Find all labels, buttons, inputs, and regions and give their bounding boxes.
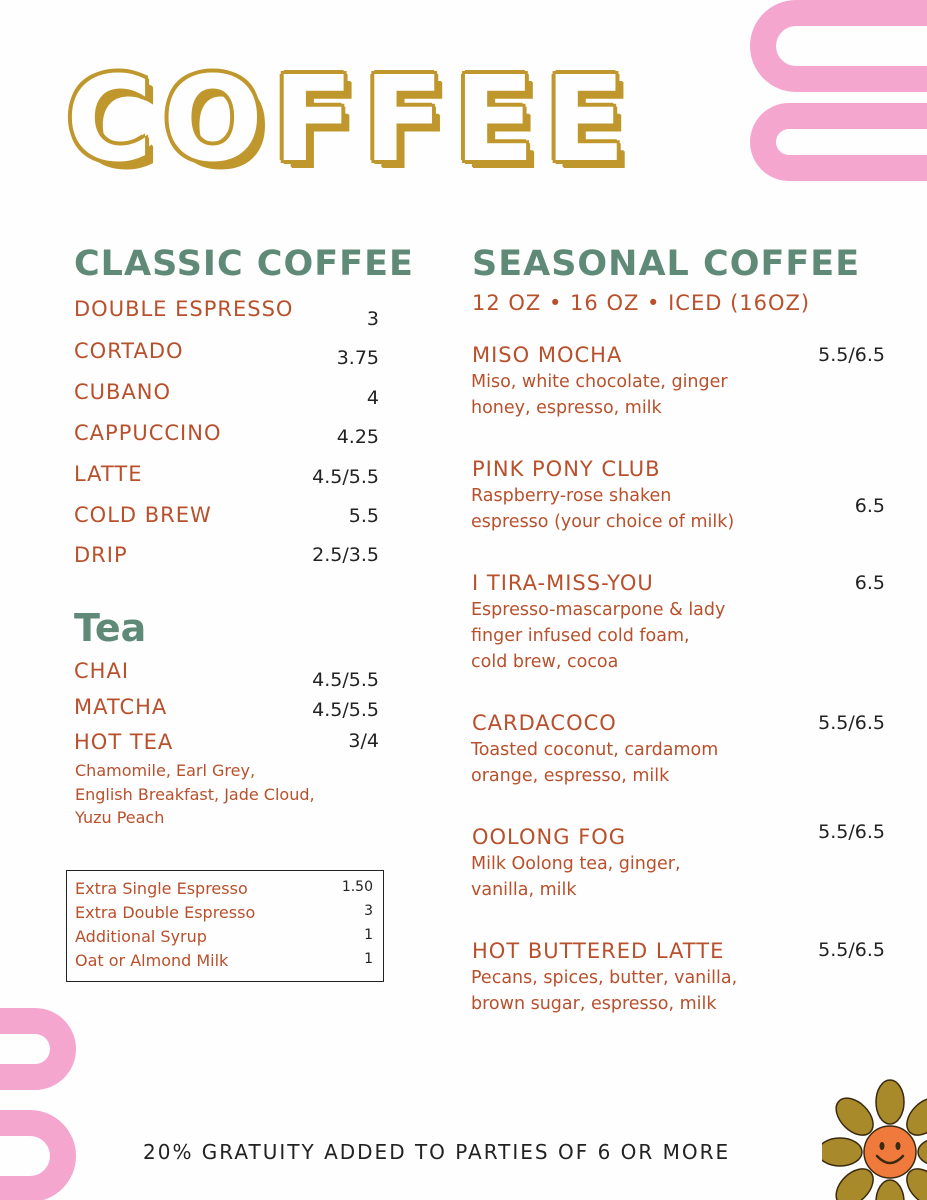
seasonal-item-price: 6.5 [854, 495, 885, 517]
desc-line: vanilla, milk [471, 880, 577, 900]
seasonal-item-name: HOT BUTTERED LATTE [472, 939, 725, 963]
seasonal-item-price: 6.5 [854, 572, 885, 594]
extras-box [66, 870, 384, 982]
seasonal-item-desc [471, 851, 681, 903]
seasonal-sizes: 12 OZ • 16 OZ • ICED (16OZ) [472, 291, 811, 315]
extra-price: 3 [364, 903, 373, 919]
classic-item-price: 5.5 [348, 505, 379, 527]
page-title: COFFEE [66, 50, 636, 188]
extra-price: 1 [364, 927, 373, 943]
tea-heading: Tea [74, 606, 147, 650]
tea-item-price: 3/4 [348, 730, 379, 752]
seasonal-item-desc [471, 369, 728, 421]
hot-tea-desc-line: Chamomile, Earl Grey, [75, 761, 256, 780]
desc-line: Miso, white chocolate, ginger [471, 372, 728, 392]
classic-item-name: COLD BREW [74, 503, 212, 527]
desc-line: honey, espresso, milk [471, 398, 662, 418]
seasonal-item-name: I TIRA-MISS-YOU [472, 571, 654, 595]
classic-item-price: 2.5/3.5 [312, 544, 379, 566]
seasonal-item-name: OOLONG FOG [472, 825, 627, 849]
classic-item-name: CAPPUCCINO [74, 421, 222, 445]
tea-item-name: CHAI [74, 659, 130, 683]
classic-item-price: 3.75 [336, 347, 379, 369]
seasonal-item-price: 5.5/6.5 [818, 939, 885, 961]
hot-tea-desc-line: English Breakfast, Jade Cloud, [75, 784, 315, 804]
desc-line: espresso (your choice of milk) [471, 512, 735, 532]
seasonal-item-price: 5.5/6.5 [818, 712, 885, 734]
tea-item-name: MATCHA [74, 695, 168, 719]
classic-item-name: LATTE [74, 462, 143, 486]
desc-line: brown sugar, espresso, milk [471, 994, 717, 1014]
extra-name: Extra Single Espresso [75, 879, 248, 898]
extra-name: Extra Double Espresso [75, 903, 256, 922]
classic-item-price: 4.5/5.5 [312, 466, 379, 488]
seasonal-item-desc [471, 965, 737, 1017]
seasonal-item-name: CARDACOCO [472, 711, 617, 735]
extras-row [75, 879, 373, 903]
desc-line: orange, espresso, milk [471, 766, 670, 786]
gratuity-notice: 20% GRATUITY ADDED TO PARTIES OF 6 OR MORE [143, 1140, 731, 1164]
tea-item-name: HOT TEA [74, 730, 174, 754]
extra-name: Additional Syrup [75, 927, 207, 946]
tea-item-price: 4.5/5.5 [312, 669, 379, 691]
seasonal-coffee-heading: SEASONAL COFFEE [472, 244, 861, 284]
hot-tea-description [75, 759, 315, 830]
extras-row [75, 903, 373, 927]
seasonal-item-name: MISO MOCHA [472, 343, 623, 367]
desc-line: Milk Oolong tea, ginger, [471, 854, 681, 874]
smiley-flower-icon [822, 1078, 927, 1200]
classic-item-name: DOUBLE ESPRESSO [74, 297, 294, 321]
classic-item-name: DRIP [74, 543, 128, 567]
desc-line: finger infused cold foam, [471, 626, 690, 646]
seasonal-item-desc [471, 737, 718, 789]
extras-row [75, 951, 373, 975]
extra-price: 1 [364, 951, 373, 967]
hot-tea-desc-line: Yuzu Peach [75, 808, 165, 827]
seasonal-item-desc [471, 483, 734, 535]
seasonal-item-price: 5.5/6.5 [818, 344, 885, 366]
extra-price: 1.50 [341, 879, 373, 895]
extra-name: Oat or Almond Milk [75, 951, 229, 970]
classic-item-price: 4 [366, 387, 379, 409]
classic-item-price: 3 [366, 308, 379, 330]
desc-line: Pecans, spices, butter, vanilla, [471, 968, 738, 988]
classic-item-name: CORTADO [74, 339, 184, 363]
seasonal-item-desc [471, 597, 725, 675]
desc-line: Raspberry-rose shaken [471, 486, 672, 506]
desc-line: Espresso-mascarpone & lady [471, 600, 726, 620]
seasonal-item-name: PINK PONY CLUB [472, 457, 661, 481]
desc-line: Toasted coconut, cardamom [471, 740, 719, 760]
classic-item-price: 4.25 [336, 426, 379, 448]
tea-item-price: 4.5/5.5 [312, 699, 379, 721]
desc-line: cold brew, cocoa [471, 652, 619, 672]
classic-item-name: CUBANO [74, 380, 172, 404]
seasonal-item-price: 5.5/6.5 [818, 821, 885, 843]
classic-coffee-heading: CLASSIC COFFEE [74, 244, 414, 284]
extras-row [75, 927, 373, 951]
